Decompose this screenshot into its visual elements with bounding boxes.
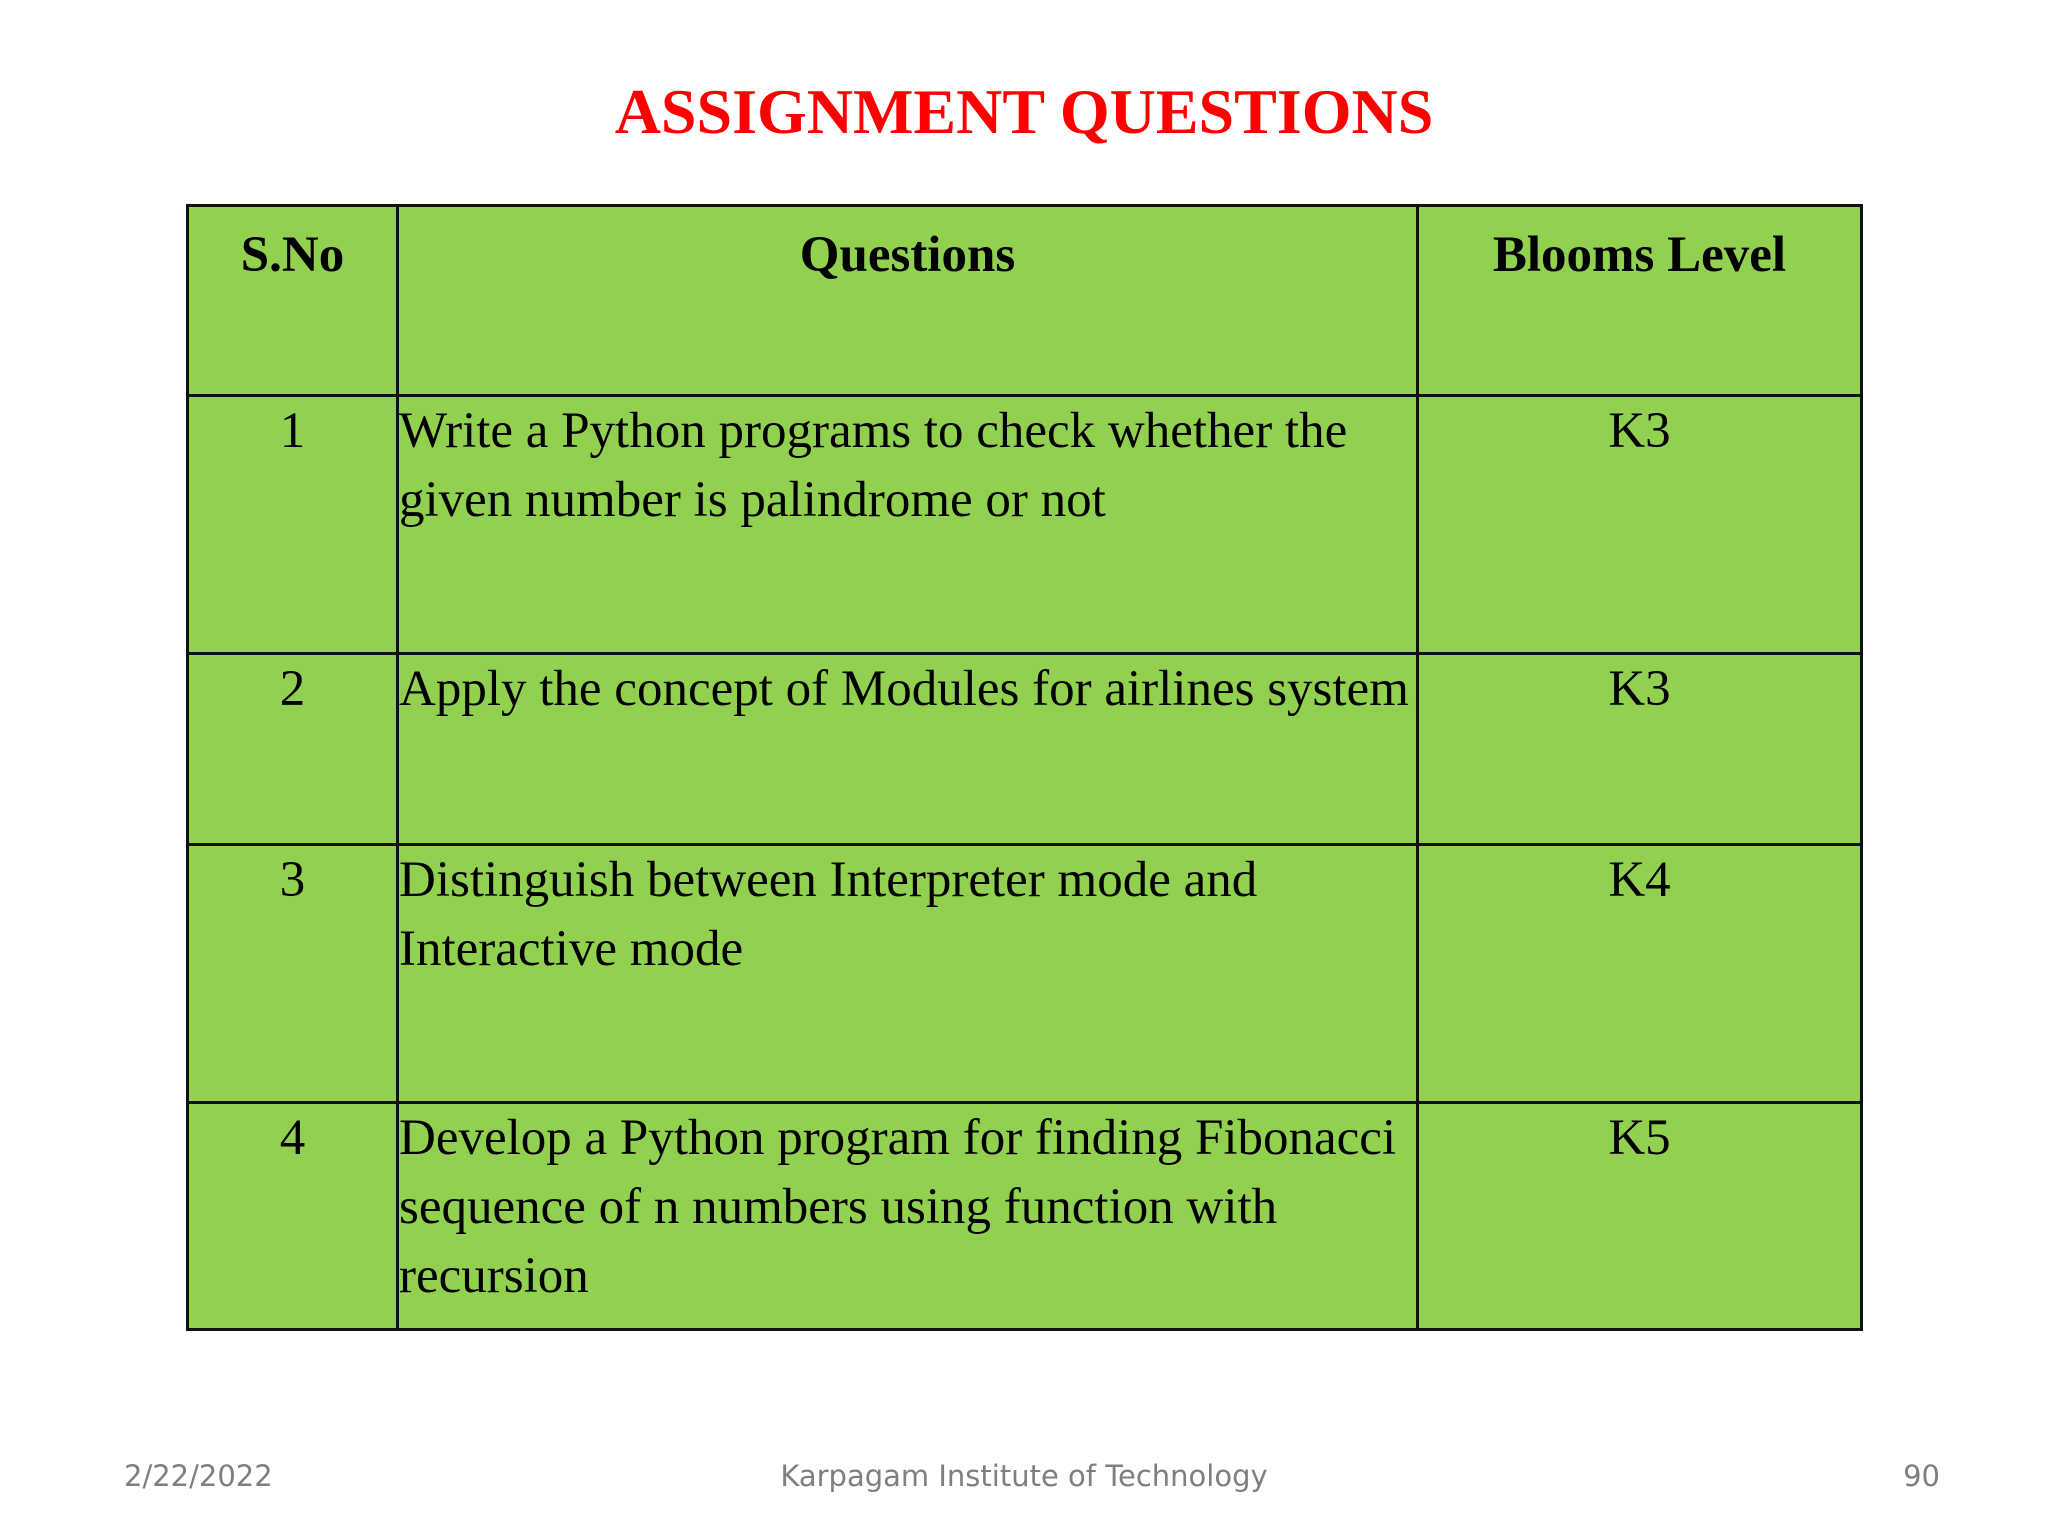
row-sno: 1	[188, 396, 398, 654]
table-row	[188, 845, 1862, 1103]
footer-date: 2/22/2022	[124, 1459, 273, 1493]
row-sno: 3	[188, 845, 398, 1103]
table-row	[188, 396, 1862, 654]
header-sno: S.No	[188, 206, 398, 396]
row-blooms-level: K3	[1418, 396, 1862, 654]
footer-page-number: 90	[1903, 1459, 1940, 1493]
row-question: Apply the concept of Modules for airlines system	[398, 654, 1418, 845]
row-question: Develop a Python program for finding Fibonacci sequence of n numbers using function with recursion	[398, 1103, 1418, 1330]
row-question: Write a Python programs to check whether the given number is palindrome or not	[398, 396, 1418, 654]
row-blooms-level: K3	[1418, 654, 1862, 845]
table-row	[188, 654, 1862, 845]
table-header-row	[188, 206, 1862, 396]
row-question: Distinguish between Interpreter mode and Interactive mode	[398, 845, 1418, 1103]
slide-title: ASSIGNMENT QUESTIONS	[614, 76, 1434, 147]
row-sno: 4	[188, 1103, 398, 1330]
header-questions: Questions	[398, 206, 1418, 396]
assignment-table	[186, 204, 1863, 1331]
table-row	[188, 1103, 1862, 1330]
row-blooms-level: K5	[1418, 1103, 1862, 1330]
row-sno: 2	[188, 654, 398, 845]
footer-organization: Karpagam Institute of Technology	[780, 1459, 1268, 1493]
row-blooms-level: K4	[1418, 845, 1862, 1103]
header-blooms-level: Blooms Level	[1418, 206, 1862, 396]
